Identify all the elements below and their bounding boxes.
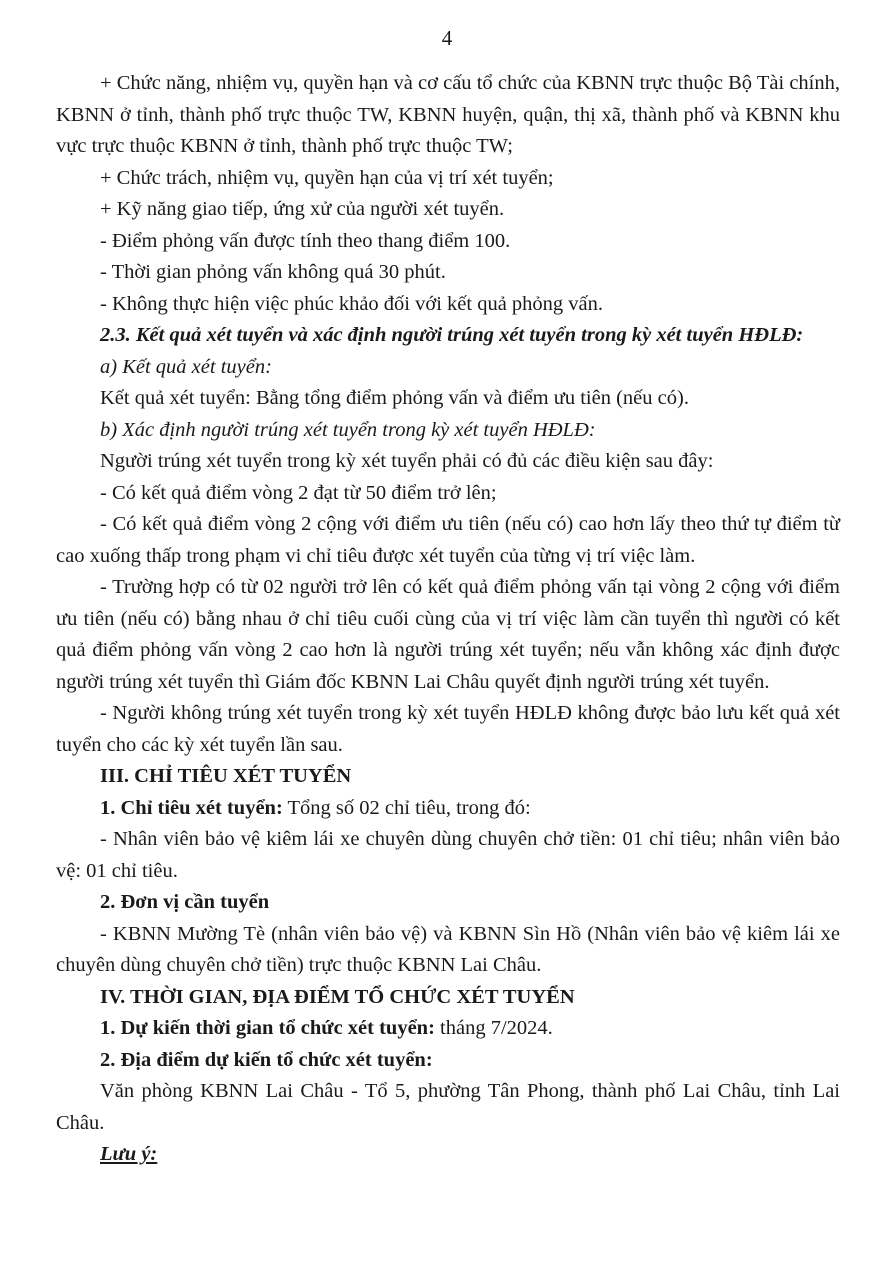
document-body <box>56 68 840 1171</box>
paragraph-no-reserve: - Người không trúng xét tuyển trong kỳ xét tuyển HĐLĐ không được bảo lưu kết quả xét tuyển cho các kỳ xét tuyển lần sau. <box>56 702 840 756</box>
paragraph-units: - KBNN Mường Tè (nhân viên bảo vệ) và KBNN Sìn Hồ (Nhân viên bảo vệ kiêm lái xe chuyên dùng chuyên chở tiền) trực thuộc KBNN Lai Châu. <box>56 922 840 976</box>
subheading-a: a) Kết quả xét tuyển: <box>100 355 272 378</box>
time-text: tháng 7/2024. <box>434 1017 553 1039</box>
paragraph-conditions: Người trúng xét tuyển trong kỳ xét tuyển phải có đủ các điều kiện sau đây: <box>100 450 714 472</box>
paragraph-functions: + Chức năng, nhiệm vụ, quyền hạn và cơ cấu tổ chức của KBNN trực thuộc Bộ Tài chính, KBNN ở tỉnh, thành phố trực thuộc TW, KBNN huyện, quận, thị xã, thành phố và KBNN khu vực trực thuộc KBNN ở tỉnh, thành phố trực thuộc TW; <box>56 72 840 157</box>
heading-units: 2. Đơn vị cần tuyển <box>100 891 270 913</box>
paragraph-result: Kết quả xét tuyển: Bằng tổng điểm phỏng vấn và điểm ưu tiên (nếu có). <box>100 387 689 409</box>
paragraph-location: Văn phòng KBNN Lai Châu - Tổ 5, phường Tân Phong, thành phố Lai Châu, tỉnh Lai Châu. <box>56 1080 840 1134</box>
paragraph-score-scale: - Điểm phỏng vấn được tính theo thang điểm 100. <box>100 229 511 252</box>
heading-location: 2. Địa điểm dự kiến tổ chức xét tuyển: <box>100 1048 433 1071</box>
heading-2-3: 2.3. Kết quả xét tuyển và xác định người trúng xét tuyển trong kỳ xét tuyển HĐLĐ: <box>100 324 804 346</box>
paragraph-interview-time: - Thời gian phỏng vấn không quá 30 phút. <box>100 261 446 283</box>
paragraph-no-review: - Không thực hiện việc phúc khảo đối với kết quả phỏng vấn. <box>100 292 604 315</box>
paragraph-duties: + Chức trách, nhiệm vụ, quyền hạn của vị trí xét tuyển; <box>100 166 554 189</box>
paragraph-quota <box>56 793 840 825</box>
heading-section-3: III. CHỈ TIÊU XÉT TUYỂN <box>100 765 352 787</box>
paragraph-condition-1: - Có kết quả điểm vòng 2 đạt từ 50 điểm trở lên; <box>100 481 497 504</box>
time-label: 1. Dự kiến thời gian tổ chức xét tuyển: <box>100 1017 435 1039</box>
paragraph-quota-detail: - Nhân viên bảo vệ kiêm lái xe chuyên dùng chuyên chở tiền: 01 chỉ tiêu; nhân viên bảo vệ: 01 chỉ tiêu. <box>56 828 840 882</box>
quota-text: Tổng số 02 chỉ tiêu, trong đó: <box>282 796 531 819</box>
page-number: 4 <box>441 26 453 50</box>
paragraph-condition-2: - Có kết quả điểm vòng 2 cộng với điểm ưu tiên (nếu có) cao hơn lấy theo thứ tự điểm từ cao xuống thấp trong phạm vi chỉ tiêu được xét tuyển của từng vị trí việc làm. <box>56 513 840 567</box>
paragraph-tie-break: - Trường hợp có từ 02 người trở lên có kết quả điểm phỏng vấn tại vòng 2 cộng với điểm ưu tiên (nếu có) bằng nhau ở chỉ tiêu cuối cùng của vị trí việc làm cần tuyển thì người có kết quả điểm phỏng vấn vòng 2 cao hơn là người trúng xét tuyển; nếu vẫn không xác định được người trúng xét tuyển thì Giám đốc KBNN Lai Châu quyết định người trúng xét tuyển. <box>56 576 840 693</box>
quota-label: 1. Chỉ tiêu xét tuyển: <box>100 796 283 819</box>
heading-section-4: IV. THỜI GIAN, ĐỊA ĐIỂM TỔ CHỨC XÉT TUYỂN <box>100 985 575 1008</box>
note-heading: Lưu ý: <box>100 1143 158 1165</box>
subheading-b: b) Xác định người trúng xét tuyển trong kỳ xét tuyển HĐLĐ: <box>100 418 596 441</box>
paragraph-time <box>56 1013 840 1045</box>
paragraph-skills: + Kỹ năng giao tiếp, ứng xử của người xét tuyển. <box>100 198 505 220</box>
